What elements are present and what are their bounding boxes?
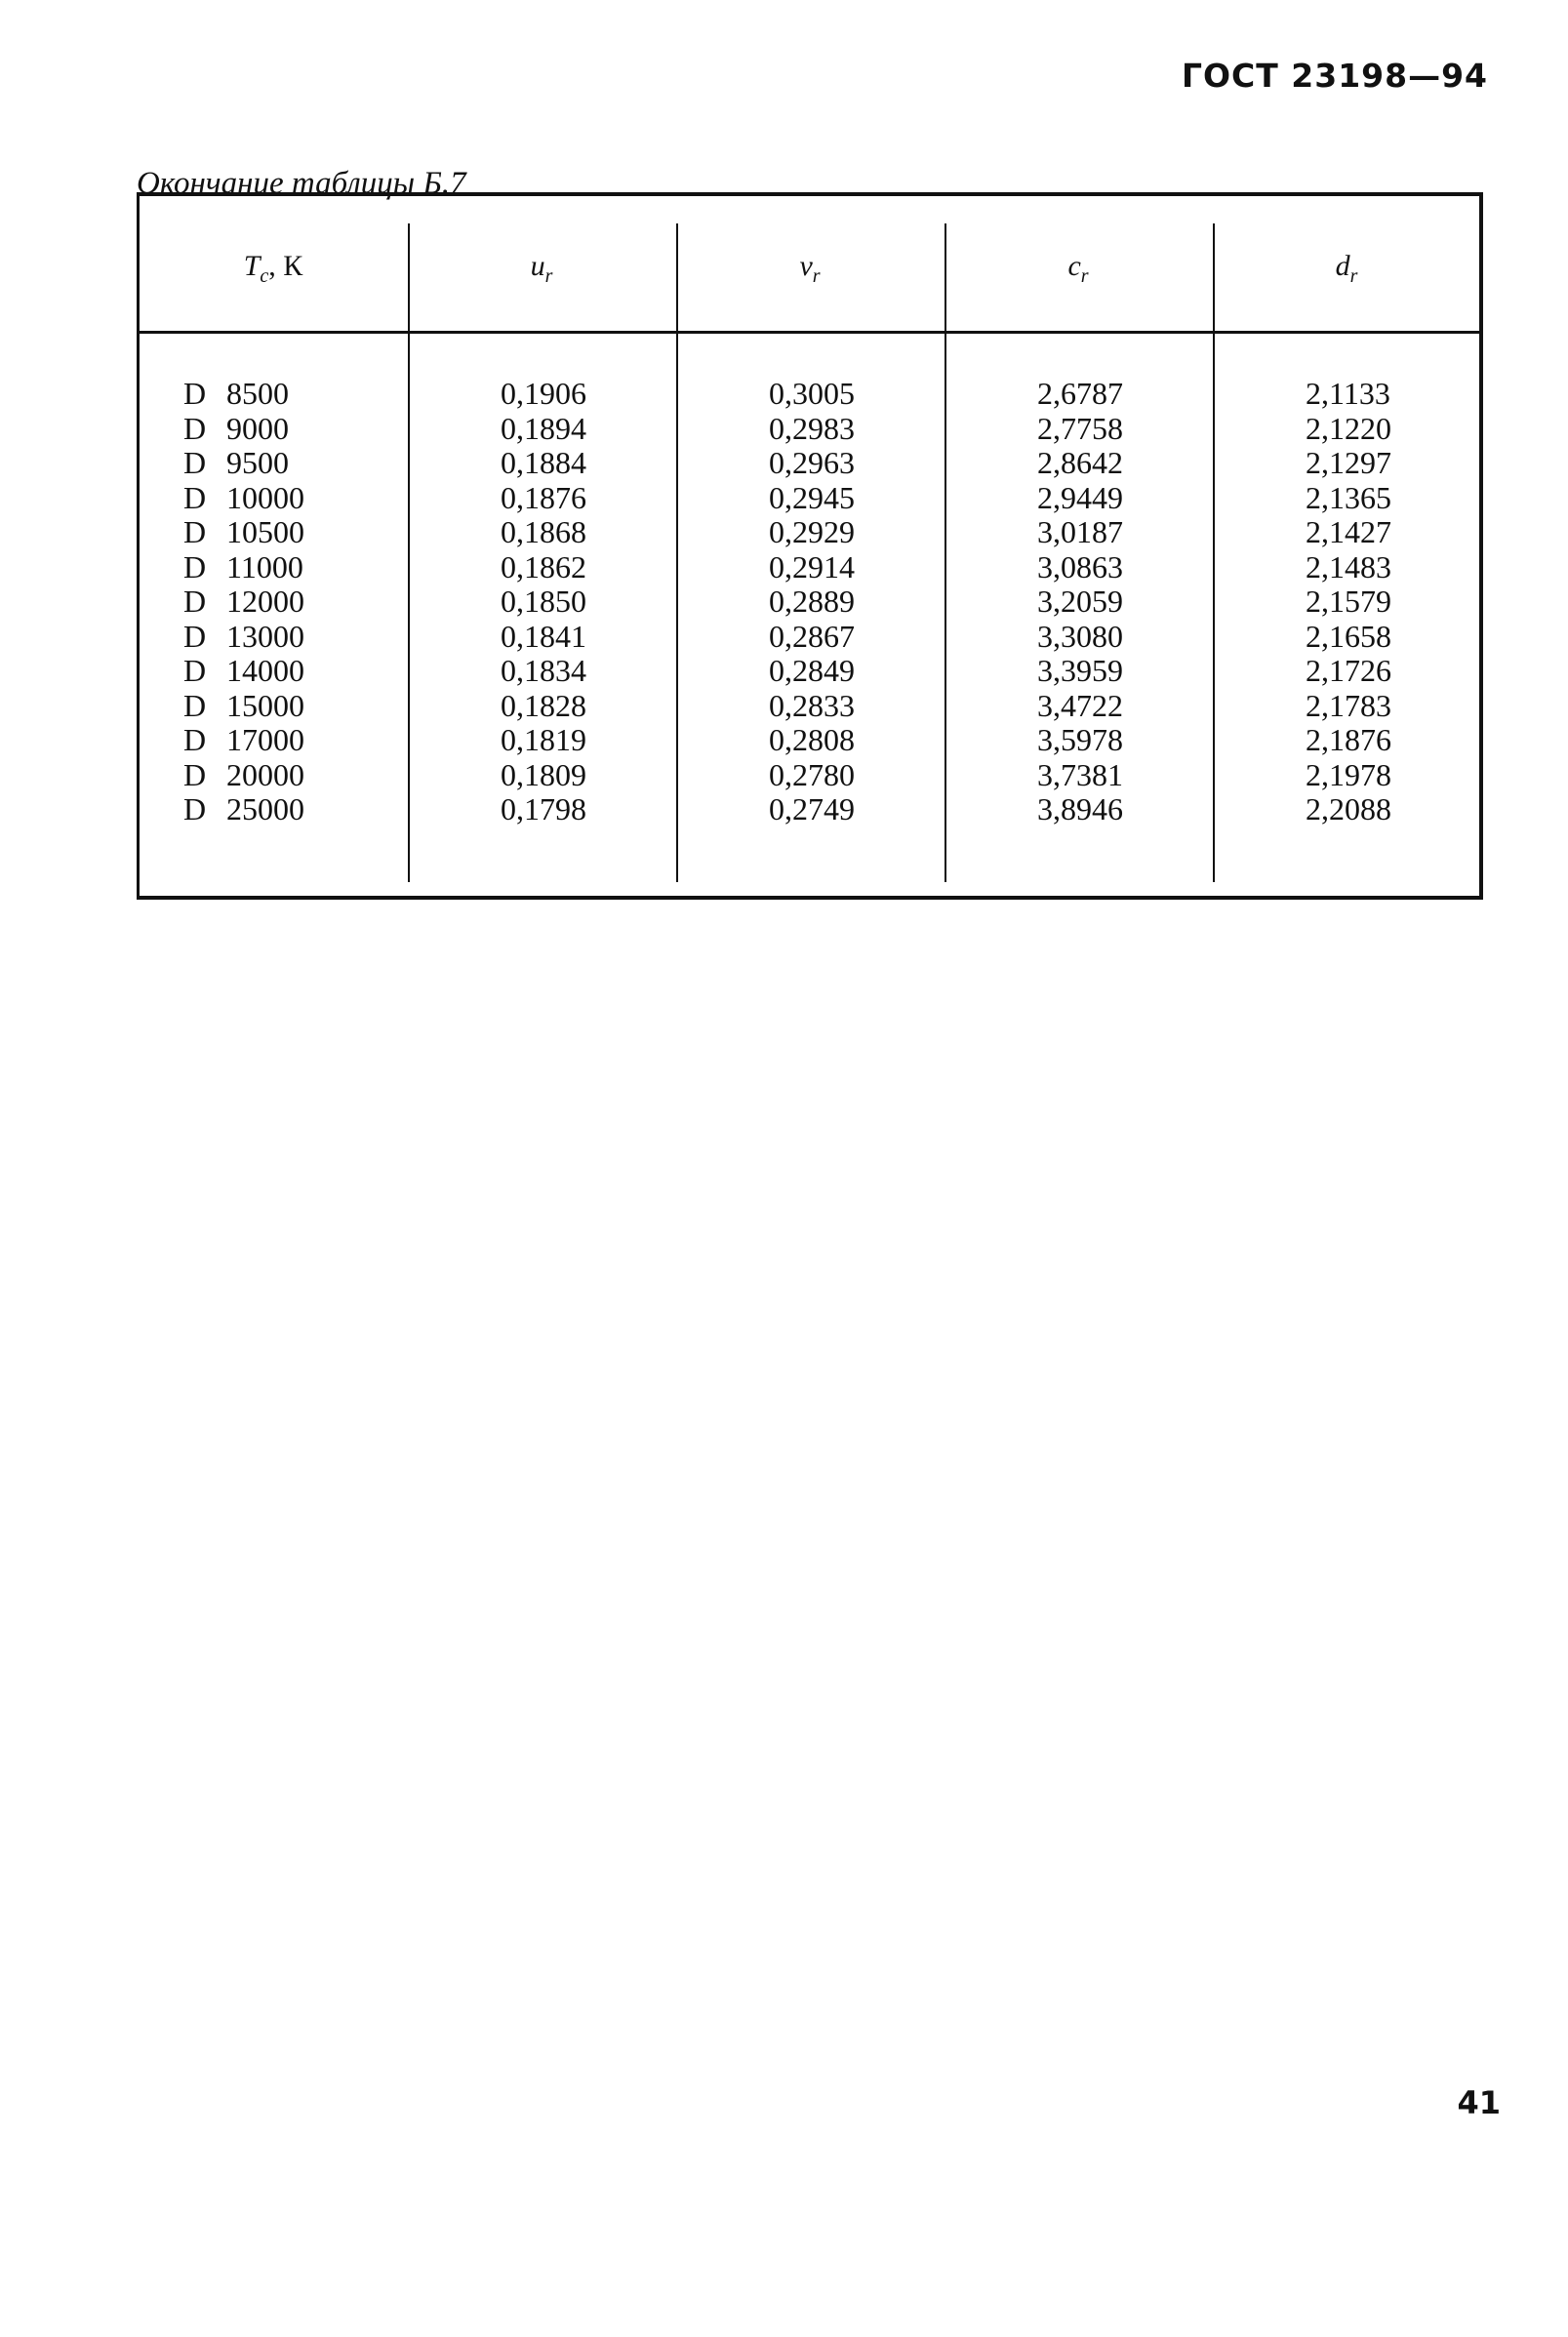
cell-d-r: 2,1579 xyxy=(1306,584,1391,619)
cell-v-r: 0,2808 xyxy=(769,722,855,757)
column-divider xyxy=(676,223,678,882)
cell-c-r: 3,4722 xyxy=(1037,687,1123,723)
illuminant-prefix: D xyxy=(183,584,207,619)
cell-c-r: 3,0863 xyxy=(1037,548,1123,584)
illuminant-prefix: D xyxy=(183,548,207,584)
cell-v-r: 0,2929 xyxy=(769,514,855,549)
cell-u-r: 0,1876 xyxy=(501,479,586,515)
cell-v-r: 0,2983 xyxy=(769,410,855,446)
illuminant-prefix: D xyxy=(183,479,207,515)
cell-v-r: 0,2914 xyxy=(769,548,855,584)
cell-u-r: 0,1850 xyxy=(501,584,586,619)
cell-c-r: 2,9449 xyxy=(1037,479,1123,515)
header-subscript: r xyxy=(544,265,553,287)
column-divider xyxy=(1213,223,1215,882)
temperature-value: 20000 xyxy=(226,756,304,792)
header-subscript: r xyxy=(1349,265,1358,287)
header-unit: , К xyxy=(268,250,303,282)
table-row-temperature xyxy=(183,550,304,585)
temperature-value: 10000 xyxy=(226,479,304,515)
cell-v-r: 0,2963 xyxy=(769,445,855,480)
column-temperature xyxy=(183,377,304,827)
header-rule xyxy=(140,331,1479,334)
cell-d-r: 2,1726 xyxy=(1306,653,1391,688)
cell-d-r: 2,1658 xyxy=(1306,618,1391,654)
cell-u-r: 0,1828 xyxy=(501,687,586,723)
column-u-r xyxy=(501,377,586,827)
header-subscript: с xyxy=(260,265,269,287)
cell-v-r: 0,2780 xyxy=(769,756,855,792)
data-table xyxy=(137,192,1483,900)
cell-v-r: 0,2889 xyxy=(769,584,855,619)
cell-u-r: 0,1819 xyxy=(501,722,586,757)
header-subscript: r xyxy=(1080,265,1089,287)
cell-d-r: 2,1365 xyxy=(1306,479,1391,515)
header-subscript: r xyxy=(812,265,821,287)
header-u-r xyxy=(410,250,673,288)
cell-v-r: 0,2833 xyxy=(769,687,855,723)
cell-u-r: 0,1841 xyxy=(501,618,586,654)
cell-u-r: 0,1884 xyxy=(501,445,586,480)
illuminant-prefix: D xyxy=(183,687,207,723)
cell-u-r: 0,1834 xyxy=(501,653,586,688)
cell-c-r: 3,5978 xyxy=(1037,722,1123,757)
cell-u-r: 0,1906 xyxy=(501,376,586,411)
cell-u-r: 0,1798 xyxy=(501,791,586,826)
cell-v-r: 0,3005 xyxy=(769,376,855,411)
cell-c-r: 2,7758 xyxy=(1037,410,1123,446)
cell-c-r: 3,7381 xyxy=(1037,756,1123,792)
header-symbol: d xyxy=(1335,250,1350,282)
cell-c-r: 3,2059 xyxy=(1037,584,1123,619)
illuminant-prefix: D xyxy=(183,376,207,411)
page-number: 41 xyxy=(1457,2084,1501,2121)
column-divider xyxy=(408,223,410,882)
cell-v-r: 0,2849 xyxy=(769,653,855,688)
illuminant-prefix: D xyxy=(183,756,207,792)
table-row-temperature xyxy=(183,515,304,550)
temperature-value: 15000 xyxy=(226,687,304,723)
cell-c-r: 3,8946 xyxy=(1037,791,1123,826)
cell-d-r: 2,1783 xyxy=(1306,687,1391,723)
cell-u-r: 0,1862 xyxy=(501,548,586,584)
illuminant-prefix: D xyxy=(183,410,207,446)
cell-u-r: 0,1868 xyxy=(501,514,586,549)
column-c-r xyxy=(1037,377,1123,827)
table-row-temperature xyxy=(183,758,304,793)
table-row-temperature xyxy=(183,377,304,412)
cell-d-r: 2,1220 xyxy=(1306,410,1391,446)
cell-v-r: 0,2945 xyxy=(769,479,855,515)
illuminant-prefix: D xyxy=(183,722,207,757)
table-row-temperature xyxy=(183,792,304,827)
header-symbol: c xyxy=(1067,250,1081,282)
table-row-temperature xyxy=(183,689,304,724)
cell-d-r: 2,2088 xyxy=(1306,791,1391,826)
column-divider xyxy=(945,223,946,882)
cell-d-r: 2,1483 xyxy=(1306,548,1391,584)
table-row-temperature xyxy=(183,654,304,689)
temperature-value: 13000 xyxy=(226,618,304,654)
cell-v-r: 0,2749 xyxy=(769,791,855,826)
temperature-value: 14000 xyxy=(226,653,304,688)
header-symbol: T xyxy=(243,250,261,282)
temperature-value: 8500 xyxy=(226,376,289,411)
cell-c-r: 3,0187 xyxy=(1037,514,1123,549)
table-row-temperature xyxy=(183,723,304,758)
column-v-r xyxy=(769,377,855,827)
temperature-value: 12000 xyxy=(226,584,304,619)
cell-d-r: 2,1427 xyxy=(1306,514,1391,549)
cell-c-r: 3,3959 xyxy=(1037,653,1123,688)
temperature-value: 11000 xyxy=(226,548,303,584)
table-row-temperature xyxy=(183,620,304,655)
cell-c-r: 2,8642 xyxy=(1037,445,1123,480)
cell-d-r: 2,1876 xyxy=(1306,722,1391,757)
temperature-value: 9000 xyxy=(226,410,289,446)
illuminant-prefix: D xyxy=(183,791,207,826)
temperature-value: 17000 xyxy=(226,722,304,757)
cell-d-r: 2,1297 xyxy=(1306,445,1391,480)
illuminant-prefix: D xyxy=(183,514,207,549)
table-row-temperature xyxy=(183,481,304,516)
table-row-temperature xyxy=(183,446,304,481)
header-d-r xyxy=(1215,250,1478,288)
cell-c-r: 3,3080 xyxy=(1037,618,1123,654)
header-color-temperature xyxy=(141,250,405,288)
column-d-r xyxy=(1306,377,1391,827)
standard-designation: ГОСТ 23198—94 xyxy=(1181,57,1488,95)
temperature-value: 9500 xyxy=(226,445,289,480)
header-c-r xyxy=(946,250,1210,288)
table-row-temperature xyxy=(183,412,304,447)
illuminant-prefix: D xyxy=(183,618,207,654)
cell-d-r: 2,1978 xyxy=(1306,756,1391,792)
cell-u-r: 0,1809 xyxy=(501,756,586,792)
table-caption: Окончание таблицы Б.7 xyxy=(137,166,466,201)
header-symbol: u xyxy=(530,250,545,282)
header-v-r xyxy=(678,250,942,288)
cell-v-r: 0,2867 xyxy=(769,618,855,654)
temperature-value: 10500 xyxy=(226,514,304,549)
cell-d-r: 2,1133 xyxy=(1306,376,1390,411)
temperature-value: 25000 xyxy=(226,791,304,826)
illuminant-prefix: D xyxy=(183,445,207,480)
table-row-temperature xyxy=(183,584,304,620)
cell-c-r: 2,6787 xyxy=(1037,376,1123,411)
cell-u-r: 0,1894 xyxy=(501,410,586,446)
header-symbol: v xyxy=(799,250,813,282)
illuminant-prefix: D xyxy=(183,653,207,688)
